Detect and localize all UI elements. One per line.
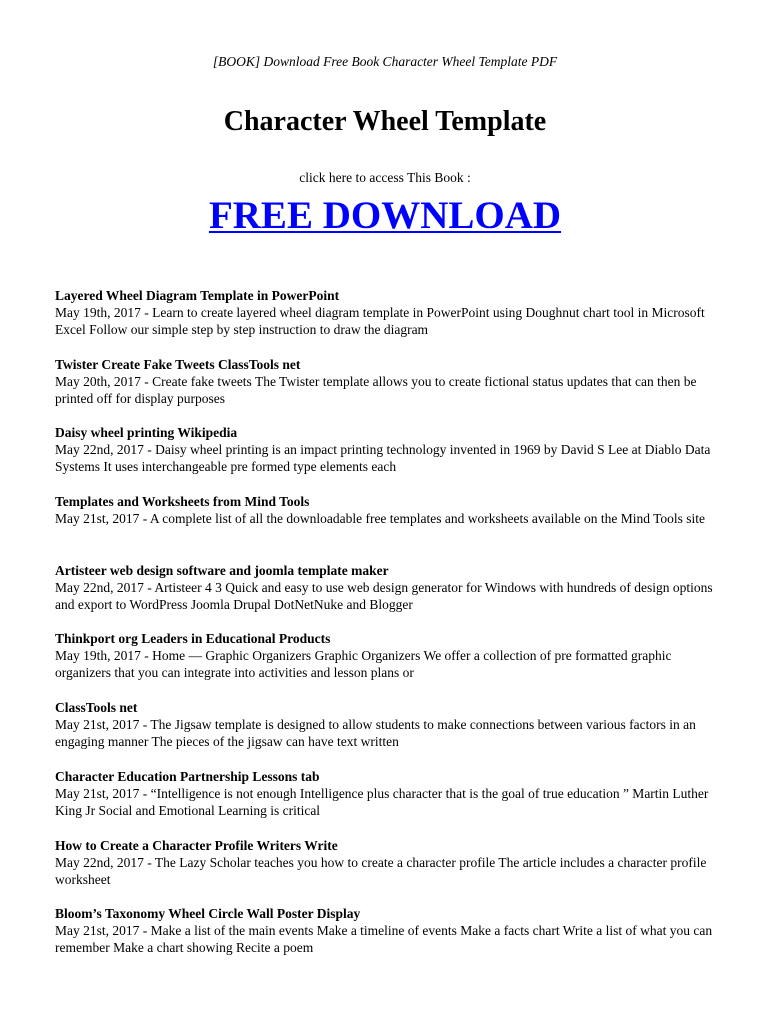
entry-title: Bloom’s Taxonomy Wheel Circle Wall Poster Display [55,906,361,922]
page-title: Character Wheel Template [223,106,547,137]
page-header-subtitle: [BOOK] Download Free Book Character Wheel Template PDF [212,54,558,69]
list-item [55,356,720,425]
entry-body: May 21st, 2017 - A complete list of all the downloadable free templates and worksheets available on the Mind Tools site [55,511,706,527]
entry-body: May 22nd, 2017 - The Lazy Scholar teaches you how to create a character profile The article includes a character profile worksheet [55,854,707,887]
list-item [55,424,720,493]
entry-body: May 20th, 2017 - Create fake tweets The Twister template allows you to create fictional status updates that can then be printed off for display purposes [55,373,697,406]
entry-title: Character Education Partnership Lessons tab [55,768,320,784]
entry-title: Artisteer web design software and joomla template maker [55,562,389,578]
entry-title: How to Create a Character Profile Writers Write [55,837,338,853]
list-item [55,287,720,356]
list-item [55,493,720,562]
entry-title: Daisy wheel printing Wikipedia [55,425,238,441]
entry-body: May 22nd, 2017 - Artisteer 4 3 Quick and easy to use web design generator for Windows with hundreds of design options and export to WordPress Joomla Drupal DotNetNuke and Blogger [55,579,713,612]
entries-list [55,287,720,974]
entry-title: ClassTools net [55,700,138,716]
entry-title: Templates and Worksheets from Mind Tools [55,494,310,510]
entry-title: Thinkport org Leaders in Educational Products [55,631,331,647]
entry-body: May 21st, 2017 - The Jigsaw template is designed to allow students to make connections between various factors in an engaging manner The pieces of the jigsaw can have text written [55,717,696,750]
entry-body: May 19th, 2017 - Home — Graphic Organizers Graphic Organizers We offer a collection of pre formatted graphic organizers that you can integrate into activities and lesson plans or [55,648,672,681]
list-item [55,905,720,974]
free-download-link[interactable]: FREE DOWNLOAD [208,194,562,237]
entry-body: May 22nd, 2017 - Daisy wheel printing is an impact printing technology invented in 1969 by David S Lee at Diablo Data Systems It uses interchangeable pre formed type elements each [55,442,711,475]
list-item [55,837,720,906]
entry-body: May 19th, 2017 - Learn to create layered wheel diagram template in PowerPoint using Doughnut chart tool in Microsoft Excel Follow our simple step by step instruction to draw the diagram [55,305,705,337]
entry-title: Layered Wheel Diagram Template in PowerPoint [55,288,340,303]
list-item [55,630,720,699]
entry-title: Twister Create Fake Tweets ClassTools net [55,356,301,372]
list-item [55,562,720,631]
access-instruction-text: click here to access This Book : [299,170,471,185]
list-item [55,768,720,837]
list-item [55,699,720,768]
entry-body: May 21st, 2017 - Make a list of the main events Make a timeline of events Make a facts chart Write a list of what you can remember Make a chart showing Recite a poem [55,923,713,956]
entry-body: May 21st, 2017 - “Intelligence is not enough Intelligence plus character that is the goal of true education ” Martin Luther King Jr Social and Emotional Learning is critical [55,785,709,818]
